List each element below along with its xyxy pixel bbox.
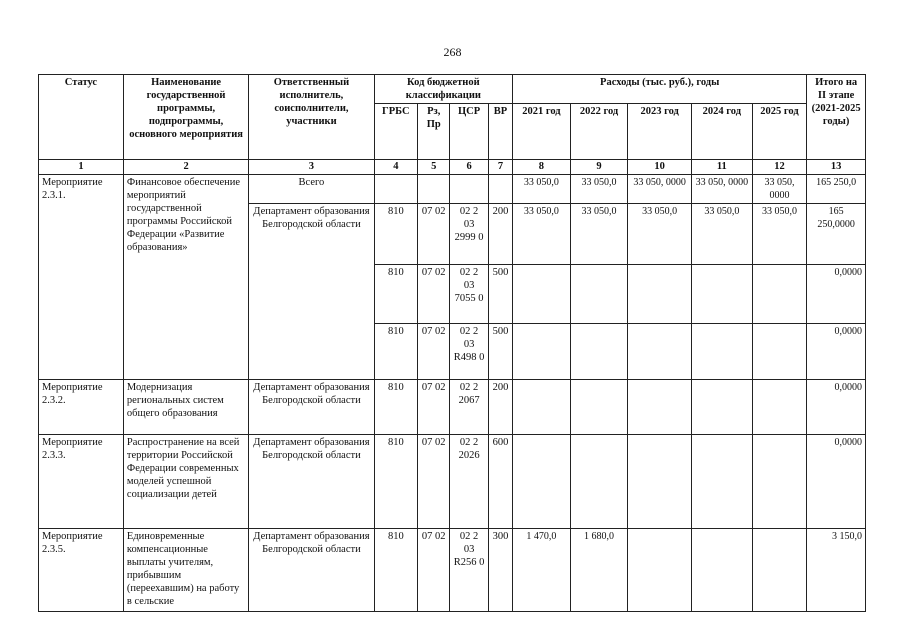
rz-pr-cell [418, 175, 450, 204]
value-2024: 33 050, 0000 [692, 175, 753, 204]
value-2025: 33 050,0 [752, 204, 807, 265]
value-2024 [692, 380, 753, 435]
value-2023 [628, 380, 692, 435]
grbs-cell: 810 [374, 435, 417, 529]
value-total: 165 250,0 [807, 175, 866, 204]
value-2025 [752, 265, 807, 324]
header-2024: 2024 год [692, 104, 753, 160]
value-2021 [513, 324, 571, 380]
value-2024: 33 050,0 [692, 204, 753, 265]
table-row [39, 380, 866, 435]
value-2022 [570, 380, 628, 435]
value-2025: 33 050, 0000 [752, 175, 807, 204]
header-total: Итого на II этапе (2021-2025 годы) [807, 75, 866, 160]
executor-cell: Департамент образования Белгородской области [249, 204, 374, 380]
value-2021 [513, 265, 571, 324]
csr-cell: 02 2 2026 [450, 435, 488, 529]
header-expenses: Расходы (тыс. руб.), годы [513, 75, 807, 104]
column-number: 10 [628, 160, 692, 175]
value-2022: 33 050,0 [570, 175, 628, 204]
header-2022: 2022 год [570, 104, 628, 160]
program-name-cell: Распространение на всей территории Российской Федерации современных моделей успешной социализации детей [123, 435, 248, 529]
program-name-cell: Единовременные компенсационные выплаты учителям, прибывшим (переехавшим) на работу в сельские [123, 529, 248, 612]
column-number: 3 [249, 160, 374, 175]
header-vr: ВР [488, 104, 512, 160]
executor-cell: Всего [249, 175, 374, 204]
status-cell: Мероприятие 2.3.1. [39, 175, 124, 380]
column-number: 13 [807, 160, 866, 175]
csr-cell: 02 2 03 R498 0 [450, 324, 488, 380]
executor-cell: Департамент образования Белгородской области [249, 435, 374, 529]
value-2023 [628, 324, 692, 380]
executor-cell: Департамент образования Белгородской области [249, 380, 374, 435]
value-2024 [692, 529, 753, 612]
column-number: 11 [692, 160, 753, 175]
vr-cell: 200 [488, 380, 512, 435]
rz-pr-cell: 07 02 [418, 435, 450, 529]
status-cell: Мероприятие 2.3.2. [39, 380, 124, 435]
csr-cell: 02 2 03 2999 0 [450, 204, 488, 265]
column-number: 6 [450, 160, 488, 175]
grbs-cell: 810 [374, 380, 417, 435]
program-name-cell: Финансовое обеспечение мероприятий государственной программы Российской Федерации «Развитие образования» [123, 175, 248, 380]
rz-pr-cell: 07 02 [418, 529, 450, 612]
value-2021: 33 050,0 [513, 175, 571, 204]
value-2025 [752, 324, 807, 380]
value-2022 [570, 435, 628, 529]
program-name-cell: Модернизация региональных систем общего образования [123, 380, 248, 435]
grbs-cell: 810 [374, 529, 417, 612]
grbs-cell [374, 175, 417, 204]
value-2024 [692, 435, 753, 529]
header-csr: ЦСР [450, 104, 488, 160]
column-number: 5 [418, 160, 450, 175]
value-2021: 1 470,0 [513, 529, 571, 612]
table-row [39, 435, 866, 529]
status-cell: Мероприятие 2.3.3. [39, 435, 124, 529]
value-2025 [752, 529, 807, 612]
column-number: 12 [752, 160, 807, 175]
header-executor: Ответственный исполнитель, соисполнители, участники [249, 75, 374, 160]
value-2023 [628, 435, 692, 529]
vr-cell: 500 [488, 265, 512, 324]
rz-pr-cell: 07 02 [418, 204, 450, 265]
rz-pr-cell: 07 02 [418, 380, 450, 435]
value-2021 [513, 435, 571, 529]
status-cell: Мероприятие 2.3.5. [39, 529, 124, 612]
vr-cell [488, 175, 512, 204]
header-2025: 2025 год [752, 104, 807, 160]
value-total: 0,0000 [807, 324, 866, 380]
header-2021: 2021 год [513, 104, 571, 160]
csr-cell: 02 2 2067 [450, 380, 488, 435]
value-2022 [570, 324, 628, 380]
value-total: 0,0000 [807, 435, 866, 529]
column-number: 9 [570, 160, 628, 175]
value-2023: 33 050,0 [628, 204, 692, 265]
value-2024 [692, 324, 753, 380]
column-number: 4 [374, 160, 417, 175]
vr-cell: 500 [488, 324, 512, 380]
executor-cell: Департамент образования Белгородской области [249, 529, 374, 612]
value-2025 [752, 435, 807, 529]
column-number: 2 [123, 160, 248, 175]
value-2022: 1 680,0 [570, 529, 628, 612]
value-2021: 33 050,0 [513, 204, 571, 265]
vr-cell: 300 [488, 529, 512, 612]
csr-cell: 02 2 03 R256 0 [450, 529, 488, 612]
budget-table [38, 74, 866, 612]
value-total: 0,0000 [807, 380, 866, 435]
column-number-row [39, 160, 866, 175]
rz-pr-cell: 07 02 [418, 324, 450, 380]
table-row [39, 529, 866, 612]
column-number: 7 [488, 160, 512, 175]
vr-cell: 200 [488, 204, 512, 265]
column-number: 1 [39, 160, 124, 175]
vr-cell: 600 [488, 435, 512, 529]
value-total: 0,0000 [807, 265, 866, 324]
value-2025 [752, 380, 807, 435]
page-number: 268 [443, 45, 462, 59]
header-rz-pr: Рз, Пр [418, 104, 450, 160]
value-total: 165 250,0000 [807, 204, 866, 265]
value-2021 [513, 380, 571, 435]
value-2023 [628, 529, 692, 612]
table-row [39, 175, 866, 204]
column-number: 8 [513, 160, 571, 175]
csr-cell [450, 175, 488, 204]
header-program-name: Наименование государственной программы, подпрограммы, основного мероприятия [123, 75, 248, 160]
grbs-cell: 810 [374, 324, 417, 380]
value-2023: 33 050, 0000 [628, 175, 692, 204]
csr-cell: 02 2 03 7055 0 [450, 265, 488, 324]
header-2023: 2023 год [628, 104, 692, 160]
header-status: Статус [39, 75, 124, 160]
value-2023 [628, 265, 692, 324]
value-2022: 33 050,0 [570, 204, 628, 265]
value-2022 [570, 265, 628, 324]
value-2024 [692, 265, 753, 324]
grbs-cell: 810 [374, 265, 417, 324]
grbs-cell: 810 [374, 204, 417, 265]
value-total: 3 150,0 [807, 529, 866, 612]
header-budget-code: Код бюджетной классификации [374, 75, 513, 104]
rz-pr-cell: 07 02 [418, 265, 450, 324]
header-grbs: ГРБС [374, 104, 417, 160]
